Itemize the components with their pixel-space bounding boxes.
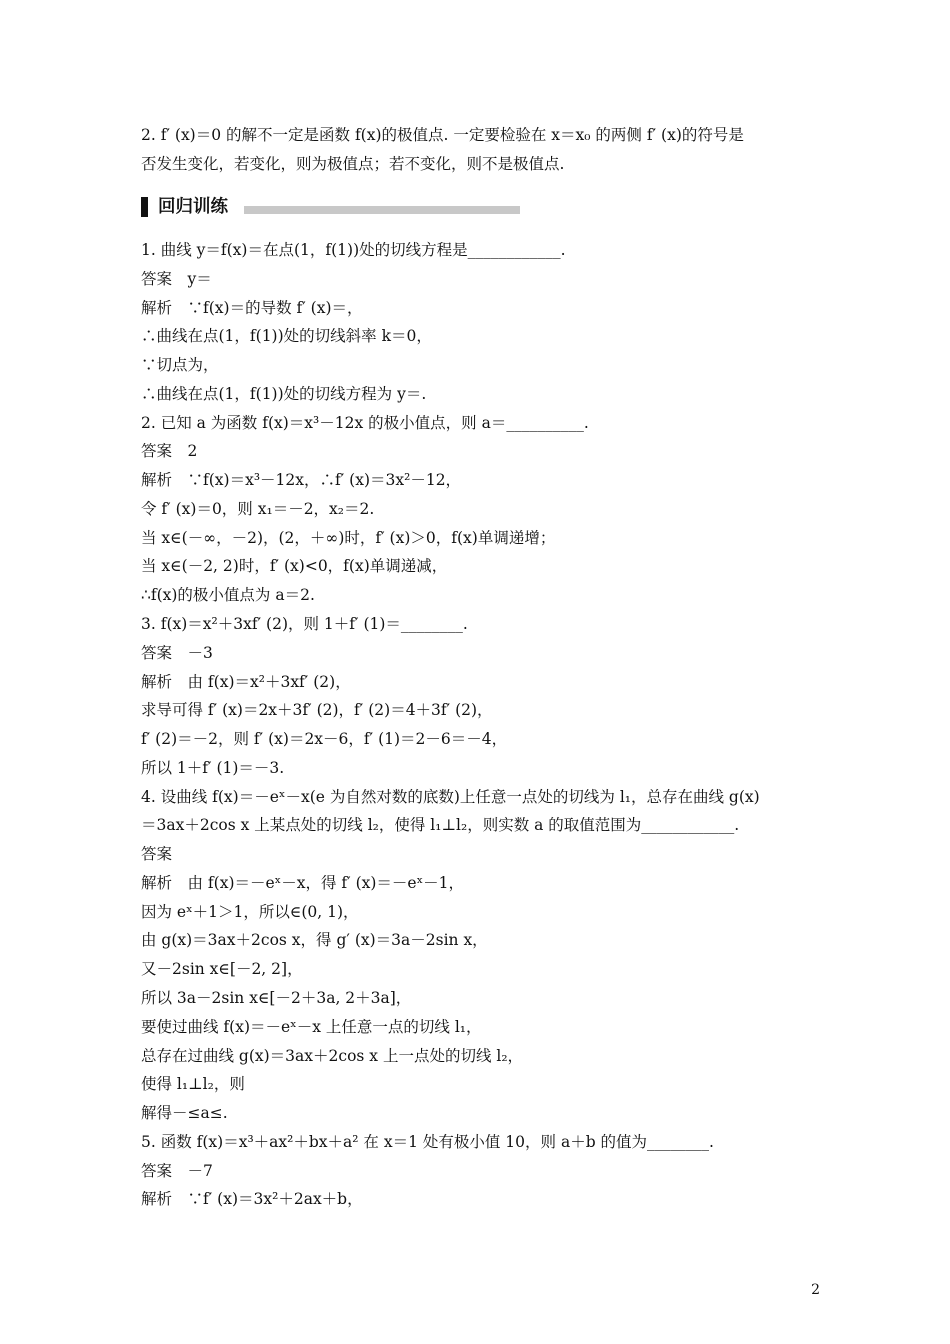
- text-line: 解析 ∵f(x)＝的导数 f′ (x)＝，: [141, 299, 363, 317]
- text-line: 总存在过曲线 g(x)＝3ax＋2cos x 上一点处的切线 l₂，: [141, 1047, 524, 1065]
- text-line: 当 x∈(－∞，－2)，(2，＋∞)时，f′ (x)＞0，f(x)单调递增；: [141, 529, 556, 547]
- text-line: 答案 －7: [141, 1162, 213, 1180]
- intro-line: 2. f′ (x)＝0 的解不一定是函数 f(x)的极值点. 一定要检验在 x＝x₀ 的两侧 f′ (x)的符号是: [141, 126, 744, 144]
- text-line: 又－2sin x∈[－2, 2]，: [141, 960, 303, 978]
- text-line: f′ (2)＝－2，则 f′ (x)＝2x－6，f′ (1)＝2－6＝－4，: [141, 730, 508, 748]
- text-line: 1. 曲线 y＝f(x)＝在点(1，f(1))处的切线方程是____________.: [141, 241, 566, 259]
- text-line: 因为 eˣ＋1＞1，所以∈(0, 1)，: [141, 903, 359, 921]
- text-line: 解析 由 f(x)＝－eˣ－x，得 f′ (x)＝－eˣ－1，: [141, 874, 465, 892]
- heading-marker-bar: [141, 197, 148, 217]
- text-line: 答案 －3: [141, 644, 213, 662]
- text-line: 所以 1＋f′ (1)＝－3.: [141, 759, 285, 777]
- text-line: 所以 3a－2sin x∈[－2＋3a, 2＋3a]，: [141, 989, 412, 1007]
- text-line: 使得 l₁⊥l₂，则: [141, 1075, 245, 1093]
- section-heading-text: 回归训练: [158, 197, 228, 217]
- text-line: 由 g(x)＝3ax＋2cos x，得 g′ (x)＝3a－2sin x，: [141, 931, 488, 949]
- text-line: ∴曲线在点(1，f(1))处的切线方程为 y＝.: [141, 385, 427, 403]
- text-line: 3. f(x)＝x²＋3xf′ (2)，则 1＋f′ (1)＝________.: [141, 615, 468, 633]
- text-line: 要使过曲线 f(x)＝－eˣ－x 上任意一点的切线 l₁，: [141, 1018, 482, 1036]
- text-line: 4. 设曲线 f(x)＝－eˣ－x(e 为自然对数的底数)上任意一点处的切线为 l₁，总存在曲线 g(x): [141, 788, 760, 806]
- text-line: 5. 函数 f(x)＝x³＋ax²＋bx＋a² 在 x＝1 处有极小值 10，则 a＋b 的值为________.: [141, 1133, 714, 1151]
- text-line: 解析 ∵f′ (x)＝3x²＋2ax＋b，: [141, 1190, 363, 1208]
- section-heading: [141, 195, 541, 221]
- text-line: 解得－≤a≤.: [141, 1104, 228, 1122]
- text-line: 答案 2: [141, 442, 198, 460]
- text-line: 解析 ∵f(x)＝x³－12x，∴f′ (x)＝3x²－12，: [141, 471, 462, 489]
- text-line: 求导可得 f′ (x)＝2x＋3f′ (2)，f′ (2)＝4＋3f′ (2)，: [141, 701, 493, 719]
- text-line: 令 f′ (x)＝0，则 x₁＝－2，x₂＝2.: [141, 500, 375, 518]
- text-line: ∴f(x)的极小值点为 a＝2.: [141, 586, 315, 604]
- page-number: 2: [811, 1282, 820, 1298]
- text-line: 2. 已知 a 为函数 f(x)＝x³－12x 的极小值点，则 a＝__________.: [141, 414, 589, 432]
- text-line: ＝3ax＋2cos x 上某点处的切线 l₂，使得 l₁⊥l₂，则实数 a 的取值范围为____________.: [141, 816, 740, 834]
- heading-rule: [244, 206, 520, 214]
- text-line: 答案: [141, 845, 173, 863]
- text-line: ∴曲线在点(1，f(1))处的切线斜率 k＝0，: [141, 327, 432, 345]
- text-line: 答案 y＝: [141, 270, 212, 288]
- text-line: ∵切点为，: [141, 356, 219, 374]
- intro-line: 否发生变化，若变化，则为极值点；若不变化，则不是极值点.: [141, 155, 565, 173]
- text-line: 解析 由 f(x)＝x²＋3xf′ (2)，: [141, 673, 351, 691]
- text-line: 当 x∈(－2, 2)时，f′ (x)<0，f(x)单调递减，: [141, 557, 448, 575]
